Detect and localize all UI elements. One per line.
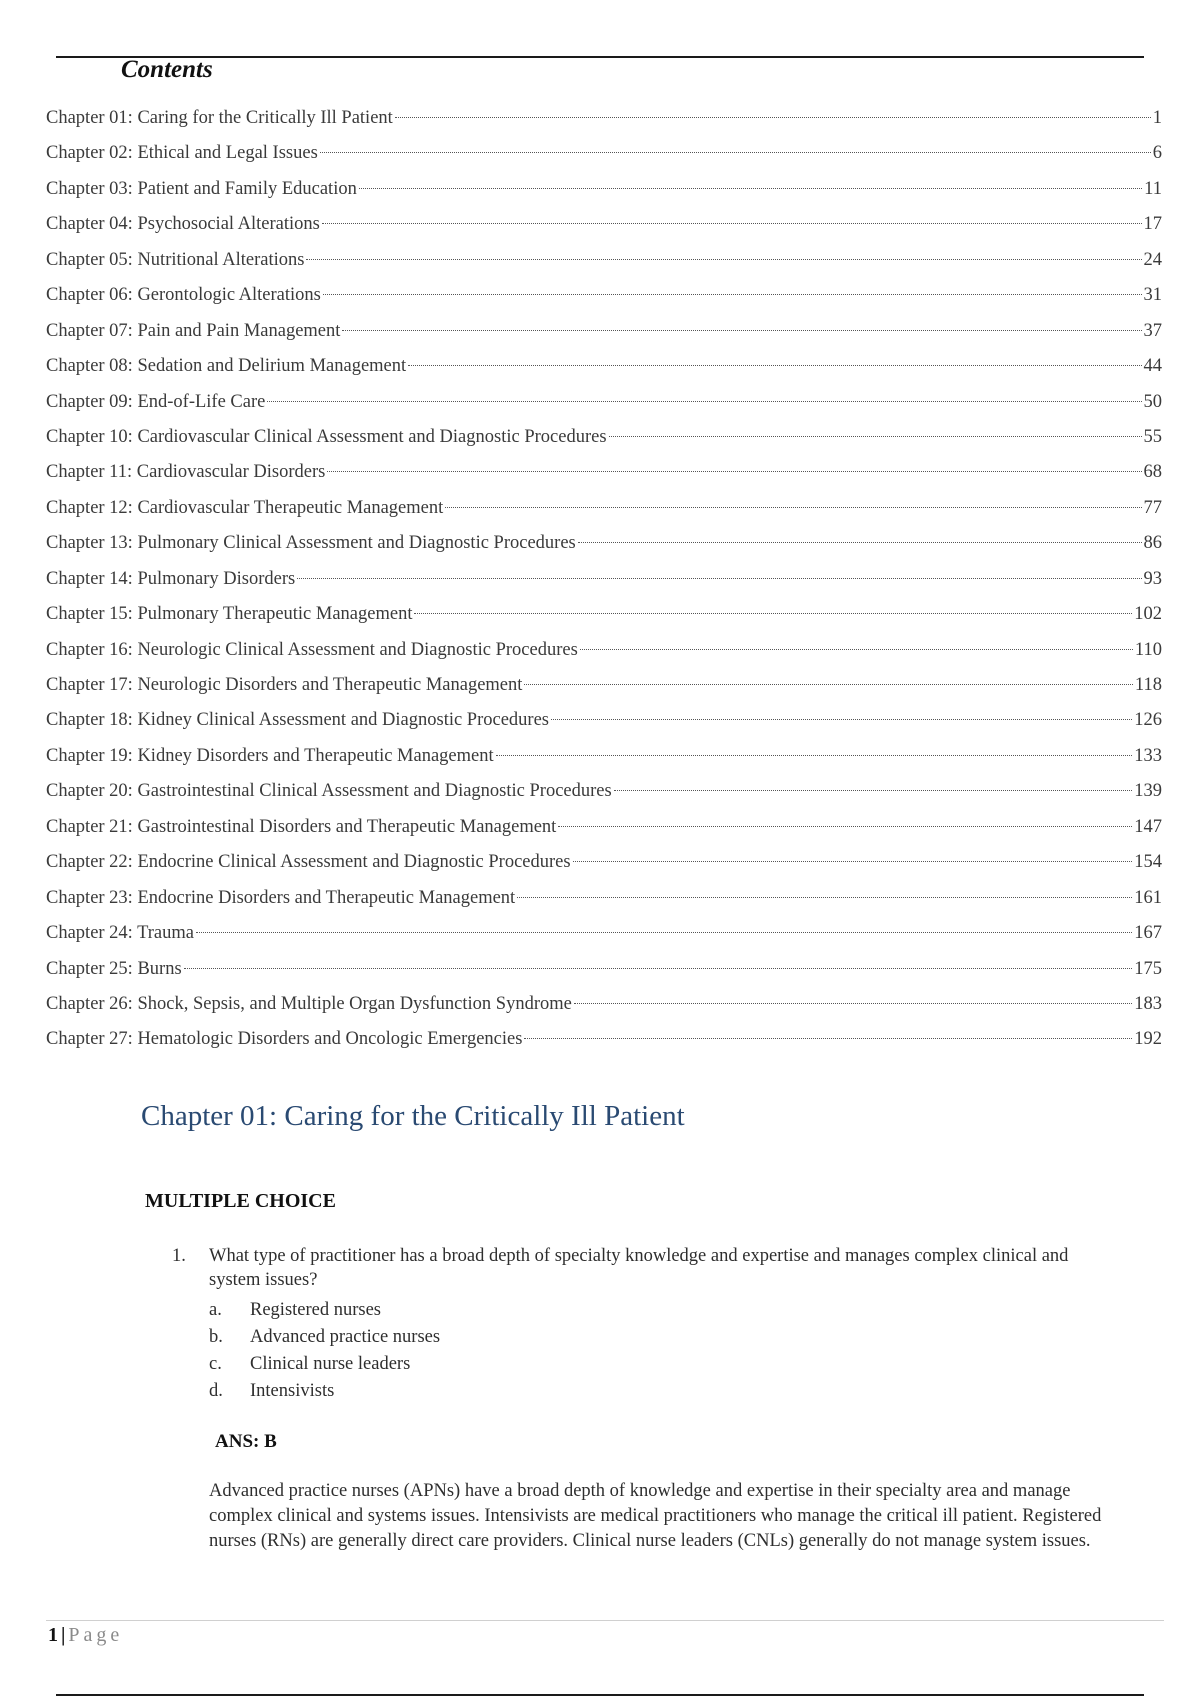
- toc-dot-leader: [573, 861, 1133, 862]
- toc-entry-page: 110: [1134, 639, 1162, 660]
- toc-entry-title: Chapter 26: Shock, Sepsis, and Multiple Organ Dysfunction Syndrome: [46, 993, 572, 1014]
- toc-dot-leader: [614, 790, 1133, 791]
- toc-entry-title: Chapter 02: Ethical and Legal Issues: [46, 143, 318, 164]
- toc-entry[interactable]: [46, 817, 1162, 852]
- table-of-contents: [46, 108, 1162, 1065]
- toc-entry[interactable]: [46, 781, 1162, 816]
- option-letter: c.: [209, 1353, 222, 1374]
- toc-entry-title: Chapter 17: Neurologic Disorders and Therapeutic Management: [46, 675, 523, 695]
- toc-entry-title: Chapter 27: Hematologic Disorders and Oncologic Emergencies: [46, 1029, 523, 1050]
- toc-entry-title: Chapter 06: Gerontologic Alterations: [46, 285, 321, 306]
- toc-dot-leader: [196, 932, 1132, 933]
- toc-dot-leader: [320, 152, 1151, 153]
- toc-entry[interactable]: [46, 108, 1162, 143]
- toc-entry[interactable]: [46, 392, 1162, 427]
- toc-entry-page: 93: [1143, 568, 1162, 589]
- toc-entry[interactable]: [46, 994, 1162, 1029]
- toc-entry-title: Chapter 05: Nutritional Alterations: [46, 249, 305, 270]
- toc-entry-page: 175: [1134, 958, 1162, 979]
- toc-dot-leader: [580, 649, 1133, 650]
- chapter-heading: Chapter 01: Caring for the Critically Ill Patient: [141, 1100, 685, 1132]
- answer-rationale: Advanced practice nurses (APNs) have a broad depth of knowledge and expertise in their specialty area and manage complex clinical and systems issues. Intensivists are medical practitioners who manage the critical ill patient. Registered nurses (RNs) are generally direct care providers. Clinical nurse leaders (CNLs) generally do not manage system issues.: [209, 1481, 1102, 1551]
- toc-entry-page: 183: [1134, 993, 1162, 1014]
- toc-dot-leader: [322, 223, 1142, 224]
- toc-entry[interactable]: [46, 923, 1162, 958]
- toc-dot-leader: [359, 188, 1142, 189]
- toc-entry-page: 102: [1134, 604, 1162, 625]
- page-footer: [48, 1624, 123, 1647]
- toc-entry-page: 133: [1134, 745, 1162, 766]
- toc-entry-page: 37: [1143, 320, 1162, 341]
- option-text: Advanced practice nurses: [250, 1326, 441, 1347]
- toc-dot-leader: [558, 826, 1132, 827]
- section-heading: MULTIPLE CHOICE: [145, 1190, 336, 1212]
- toc-entry[interactable]: [46, 888, 1162, 923]
- toc-entry[interactable]: [46, 498, 1162, 533]
- toc-entry-page: 192: [1134, 1029, 1162, 1050]
- toc-entry-title: Chapter 16: Neurologic Clinical Assessment and Diagnostic Procedures: [46, 639, 578, 660]
- toc-entry-title: Chapter 10: Cardiovascular Clinical Assessment and Diagnostic Procedures: [46, 426, 607, 447]
- toc-entry-page: 126: [1134, 710, 1162, 731]
- toc-entry-title: Chapter 07: Pain and Pain Management: [46, 320, 341, 341]
- toc-entry-page: 55: [1143, 426, 1162, 447]
- toc-dot-leader: [306, 259, 1141, 260]
- option-text: Registered nurses: [250, 1299, 382, 1320]
- toc-entry[interactable]: [46, 604, 1162, 639]
- question-text: What type of practitioner has a broad depth of specialty knowledge and expertise and manages complex clinical and system issues?: [209, 1246, 1069, 1290]
- toc-entry-title: Chapter 19: Kidney Disorders and Therapeutic Management: [46, 745, 494, 766]
- toc-entry-title: Chapter 14: Pulmonary Disorders: [46, 568, 296, 589]
- toc-entry[interactable]: [46, 1029, 1162, 1064]
- toc-dot-leader: [574, 1003, 1132, 1004]
- toc-entry[interactable]: [46, 214, 1162, 249]
- toc-dot-leader: [578, 542, 1142, 543]
- footer-page-number: 1: [48, 1624, 58, 1646]
- footer-page-label: Page: [68, 1624, 124, 1646]
- toc-entry-title: Chapter 18: Kidney Clinical Assessment and Diagnostic Procedures: [46, 710, 550, 731]
- toc-entry-title: Chapter 08: Sedation and Delirium Management: [46, 356, 407, 377]
- toc-entry-title: Chapter 22: Endocrine Clinical Assessment and Diagnostic Procedures: [46, 852, 571, 873]
- footer-rule: [46, 1620, 1164, 1621]
- toc-entry-title: Chapter 25: Burns: [46, 958, 182, 979]
- toc-entry[interactable]: [46, 640, 1162, 675]
- toc-entry[interactable]: [46, 356, 1162, 391]
- bottom-rule: [56, 1694, 1144, 1696]
- toc-entry-page: 1: [1152, 108, 1162, 128]
- toc-dot-leader: [395, 117, 1151, 118]
- toc-dot-leader: [267, 401, 1141, 402]
- question-number: 1.: [172, 1246, 186, 1266]
- toc-dot-leader: [323, 294, 1142, 295]
- toc-entry-title: Chapter 11: Cardiovascular Disorders: [46, 462, 326, 483]
- toc-entry[interactable]: [46, 179, 1162, 214]
- toc-entry-page: 147: [1134, 816, 1162, 837]
- toc-entry-title: Chapter 09: End-of-Life Care: [46, 391, 266, 412]
- toc-dot-leader: [609, 436, 1142, 437]
- toc-entry-title: Chapter 13: Pulmonary Clinical Assessment and Diagnostic Procedures: [46, 533, 576, 554]
- toc-entry-page: 6: [1152, 143, 1162, 164]
- toc-entry[interactable]: [46, 746, 1162, 781]
- toc-entry-page: 77: [1143, 497, 1162, 518]
- option-text: Clinical nurse leaders: [250, 1353, 411, 1374]
- toc-dot-leader: [517, 897, 1132, 898]
- toc-entry[interactable]: [46, 285, 1162, 320]
- toc-entry-page: 86: [1143, 533, 1162, 554]
- answer-option[interactable]: [209, 1323, 1112, 1350]
- option-text: Intensivists: [250, 1380, 335, 1401]
- contents-title: Contents: [121, 56, 213, 83]
- toc-entry-page: 17: [1143, 214, 1162, 235]
- toc-dot-leader: [342, 330, 1141, 331]
- toc-entry[interactable]: [46, 462, 1162, 497]
- toc-dot-leader: [327, 471, 1141, 472]
- toc-entry-page: 44: [1143, 356, 1162, 377]
- answer-option[interactable]: [209, 1350, 1112, 1377]
- toc-dot-leader: [408, 365, 1141, 366]
- toc-dot-leader: [524, 1038, 1132, 1039]
- top-rule: [56, 56, 1144, 58]
- toc-entry-page: 167: [1134, 923, 1162, 944]
- footer-separator: |: [61, 1624, 66, 1646]
- toc-entry-page: 50: [1143, 391, 1162, 412]
- toc-entry[interactable]: [46, 675, 1162, 710]
- toc-entry-page: 31: [1143, 285, 1162, 306]
- answer-option[interactable]: [209, 1296, 1112, 1323]
- toc-entry-title: Chapter 20: Gastrointestinal Clinical Assessment and Diagnostic Procedures: [46, 781, 612, 802]
- option-letter: d.: [209, 1380, 223, 1401]
- toc-entry[interactable]: [46, 533, 1162, 568]
- toc-entry-page: 68: [1143, 462, 1162, 483]
- toc-entry[interactable]: [46, 427, 1162, 462]
- toc-dot-leader: [496, 755, 1133, 756]
- toc-entry-title: Chapter 24: Trauma: [46, 923, 194, 944]
- toc-entry[interactable]: [46, 959, 1162, 994]
- toc-dot-leader: [445, 507, 1141, 508]
- toc-dot-leader: [551, 719, 1132, 720]
- option-letter: b.: [209, 1326, 223, 1347]
- toc-entry-page: 11: [1144, 178, 1162, 199]
- toc-entry[interactable]: [46, 710, 1162, 745]
- question-1: [172, 1244, 1112, 1404]
- toc-entry[interactable]: [46, 250, 1162, 285]
- toc-entry[interactable]: [46, 569, 1162, 604]
- toc-entry-title: Chapter 04: Psychosocial Alterations: [46, 214, 320, 235]
- toc-dot-leader: [414, 613, 1132, 614]
- toc-dot-leader: [184, 968, 1133, 969]
- toc-entry-title: Chapter 01: Caring for the Critically Ill Patient: [46, 108, 393, 128]
- toc-entry-title: Chapter 15: Pulmonary Therapeutic Management: [46, 604, 413, 625]
- toc-entry-page: 161: [1134, 887, 1162, 908]
- option-letter: a.: [209, 1299, 222, 1320]
- toc-entry-page: 139: [1134, 781, 1162, 802]
- toc-entry-title: Chapter 12: Cardiovascular Therapeutic Management: [46, 497, 444, 518]
- answer-option[interactable]: [209, 1377, 1112, 1404]
- toc-dot-leader: [524, 684, 1133, 685]
- toc-entry-title: Chapter 03: Patient and Family Education: [46, 178, 357, 199]
- toc-entry-title: Chapter 21: Gastrointestinal Disorders and Therapeutic Management: [46, 816, 557, 837]
- toc-entry[interactable]: [46, 852, 1162, 887]
- toc-entry-page: 118: [1134, 675, 1162, 695]
- toc-dot-leader: [297, 578, 1141, 579]
- answer-options: [209, 1296, 1112, 1404]
- toc-entry-page: 154: [1134, 852, 1162, 873]
- toc-entry[interactable]: [46, 143, 1162, 178]
- answer-key: ANS: B: [215, 1431, 277, 1452]
- toc-entry-title: Chapter 23: Endocrine Disorders and Therapeutic Management: [46, 887, 516, 908]
- toc-entry[interactable]: [46, 321, 1162, 356]
- toc-entry-page: 24: [1143, 249, 1162, 270]
